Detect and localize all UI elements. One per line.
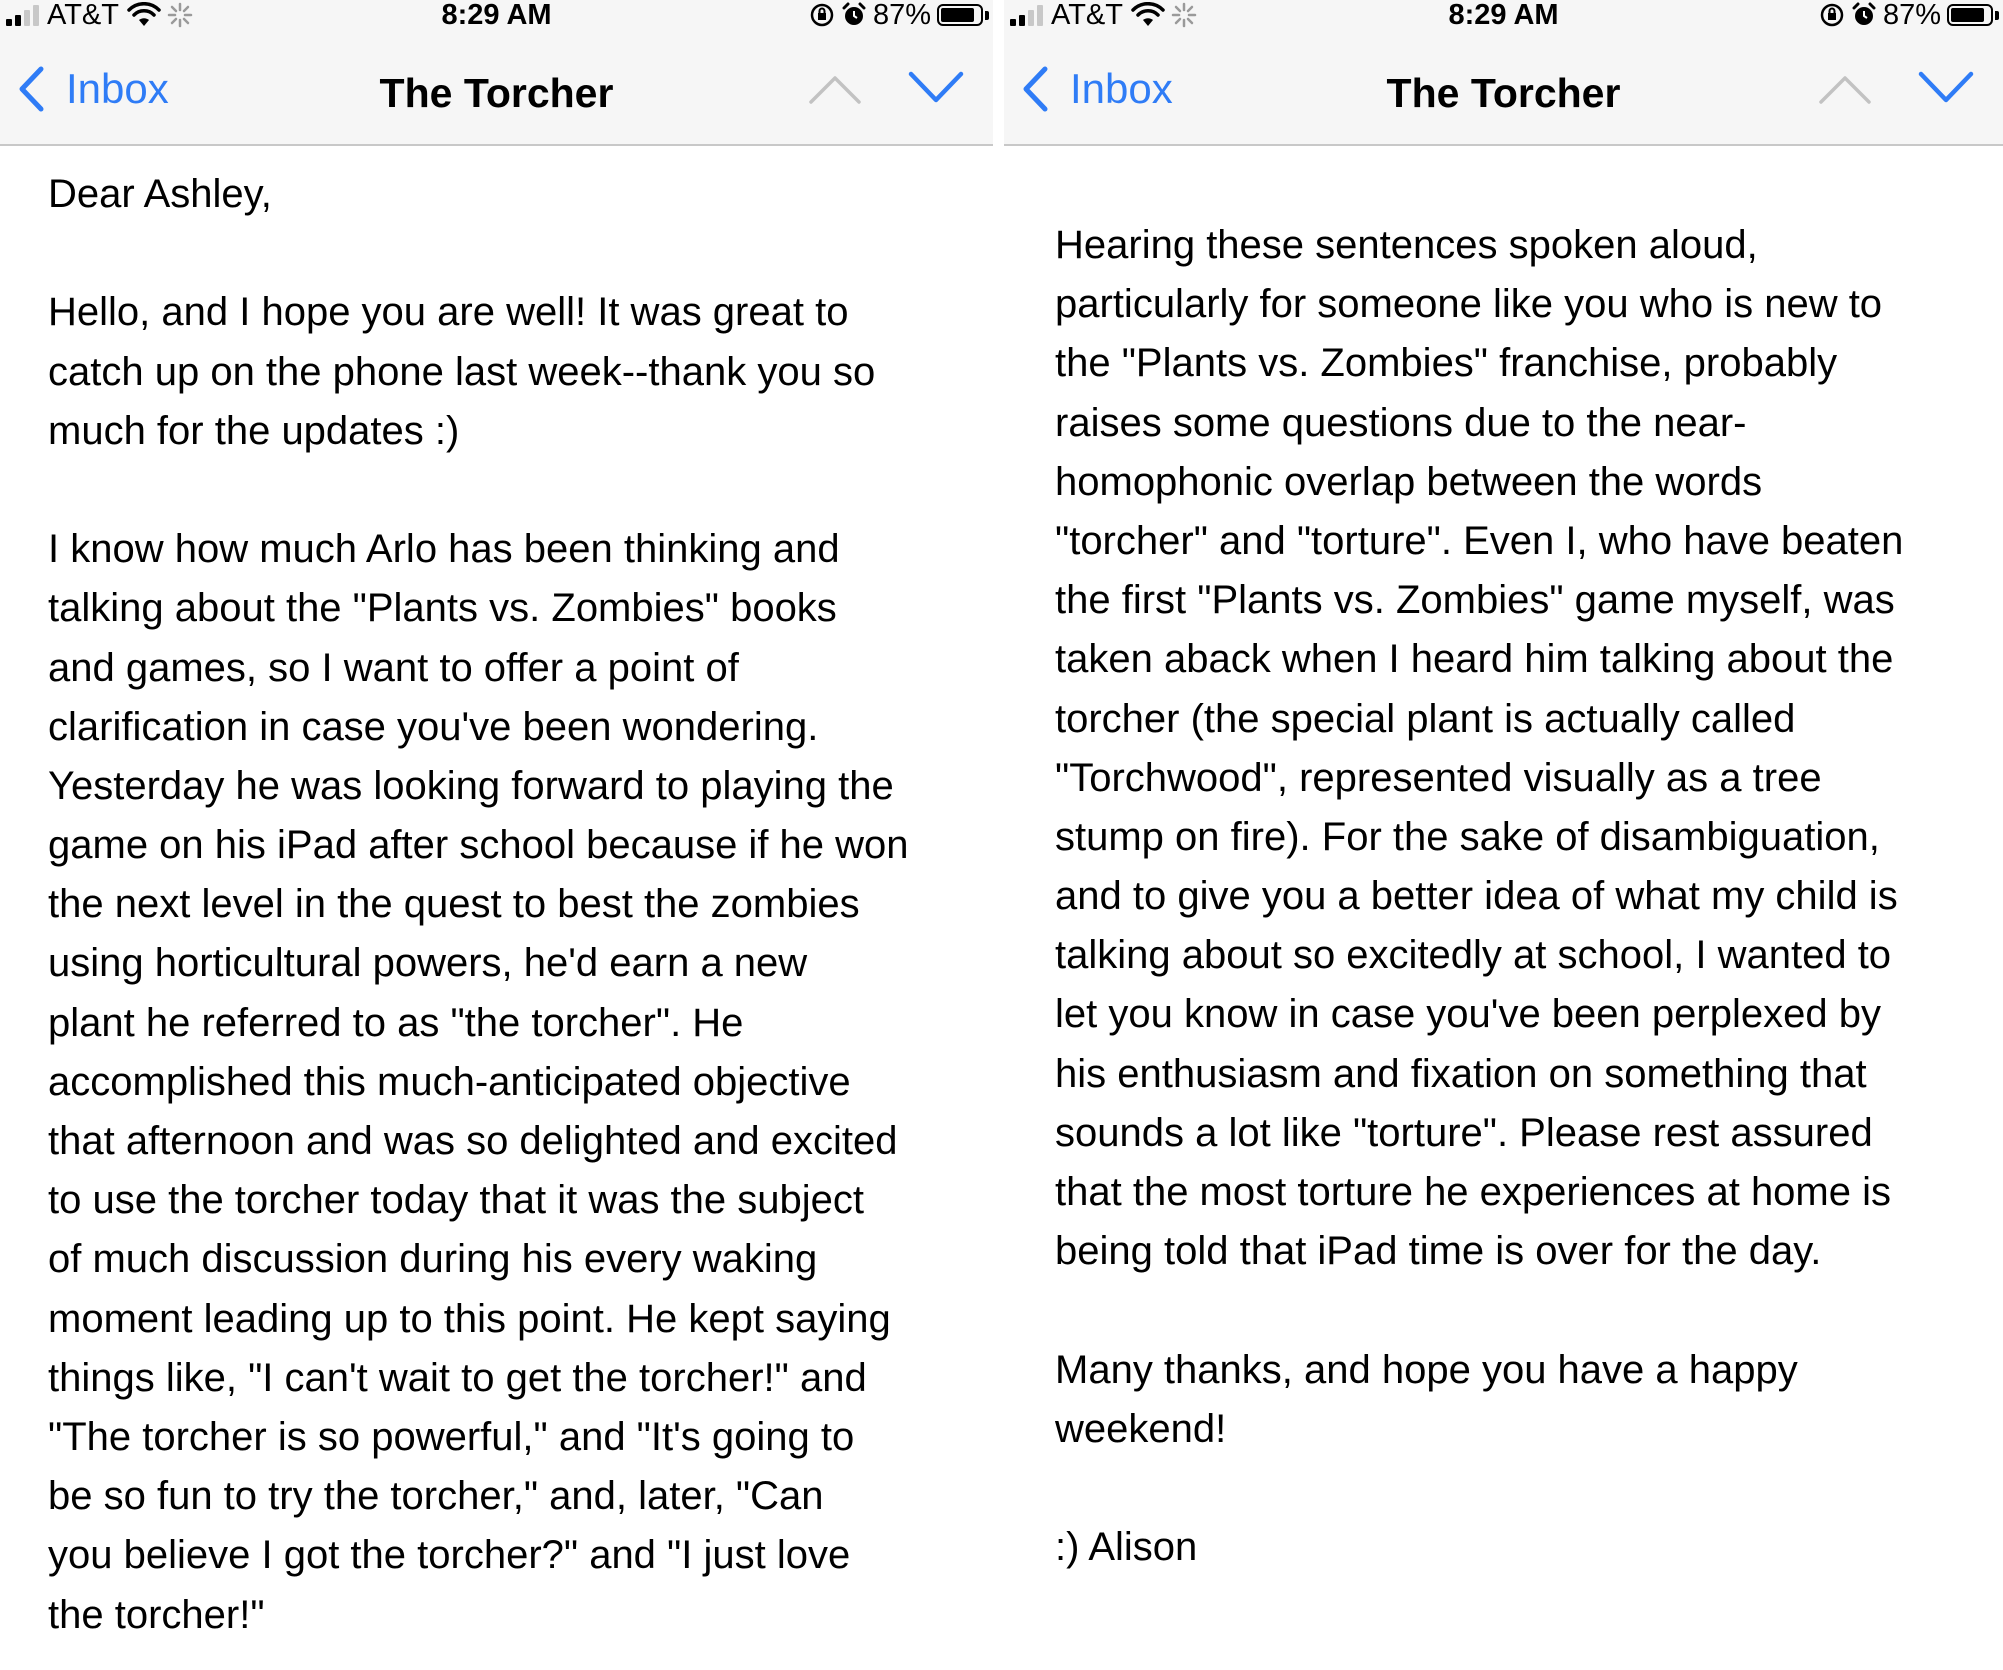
text-line: talking about the "Plants vs. Zombies" books [48,586,837,631]
text-line: let you know in case you've been perplexed by [1055,992,1881,1037]
text-line: the first "Plants vs. Zombies" game myself, was [1055,578,1895,623]
text-line: taken aback when I heard him talking about the [1055,637,1894,682]
battery-icon [937,4,989,26]
left-screen [0,0,993,1670]
chevron-down-icon[interactable] [1917,68,1975,106]
nav-title: The Torcher [379,70,614,116]
text-line: torcher (the special plant is actually called [1055,696,1796,741]
text-line: much for the updates :) [48,408,460,453]
chevron-up-icon[interactable] [807,72,863,106]
chevron-up-icon[interactable] [1817,72,1873,106]
text-line: particularly for someone like you who is new to [1055,282,1883,327]
text-line: and to give you a better idea of what my child is [1055,874,1898,919]
text-line: the "Plants vs. Zombies" franchise, probably [1055,341,1838,386]
text-line: weekend! [1055,1406,1227,1451]
text-line: Many thanks, and hope you have a happy [1055,1347,1798,1392]
chevron-down-icon[interactable] [907,68,965,106]
text-line: you believe I got the torcher?" and "I just love [48,1533,851,1578]
text-line: Hello, and I hope you are well! It was great to [48,290,849,335]
text-line: the next level in the quest to best the zombies [48,882,860,927]
rotation-lock-icon [1819,2,1845,28]
back-label: Inbox [66,65,169,112]
paragraph-1 [48,283,909,461]
paragraph-4 [1055,1341,1903,1459]
greeting: Dear Ashley, [48,172,272,216]
email-body [1055,216,1903,1577]
text-line: of much discussion during his every waking [48,1237,818,1282]
carrier-label: AT&T [47,0,119,31]
battery-percent: 87% [1882,0,1941,31]
signature: :) Alison [1055,1525,1198,1570]
screen-divider [993,0,1004,1670]
carrier-label: AT&T [1051,0,1123,31]
rotation-lock-icon [809,2,835,28]
battery-icon [1947,4,1999,26]
alarm-icon [1851,2,1877,28]
text-line: be so fun to try the torcher," and, later, "Can [48,1474,824,1519]
text-line: "torcher" and "torture". Even I, who have beaten [1055,518,1904,563]
paragraph-3 [1055,216,1903,1281]
status-bar [1004,0,2003,32]
alarm-icon [841,2,867,28]
text-line: clarification in case you've been wondering. [48,704,819,749]
text-line: things like, "I can't wait to get the torcher!" and [48,1355,867,1400]
text-line: being told that iPad time is over for the day. [1055,1229,1822,1274]
back-label: Inbox [1070,65,1173,112]
status-time: 8:29 AM [441,0,552,31]
text-line: "Torchwood", represented visually as a tree [1055,755,1822,800]
text-line: his enthusiasm and fixation on something that [1055,1051,1867,1096]
email-body [48,165,909,1645]
text-line: talking about so excitedly at school, I wanted to [1055,933,1892,978]
right-screen [1004,0,2003,1670]
text-line: using horticultural powers, he'd earn a new [48,941,808,986]
status-bar [0,0,993,32]
status-time: 8:29 AM [1448,0,1559,31]
text-line: homophonic overlap between the words [1055,459,1763,504]
text-line: I know how much Arlo has been thinking and [48,527,840,572]
text-line: moment leading up to this point. He kept saying [48,1296,891,1341]
text-line: the torcher!" [48,1592,265,1637]
text-line: "The torcher is so powerful," and "It's going to [48,1414,855,1459]
text-line: Hearing these sentences spoken aloud, [1055,223,1758,267]
battery-percent: 87% [872,0,931,31]
text-line: that the most torture he experiences at home is [1055,1170,1891,1214]
nav-title: The Torcher [1386,70,1621,116]
nav-bar [0,32,993,146]
text-line: to use the torcher today that it was the subject [48,1178,865,1223]
text-line: that afternoon and was so delighted and excited [48,1119,898,1163]
text-line: catch up on the phone last week--thank you so [48,349,876,394]
text-line: and games, so I want to offer a point of [48,645,739,690]
text-line: plant he referred to as "the torcher". He [48,1000,744,1045]
text-line: sounds a lot like "torture". Please rest assured [1055,1110,1873,1155]
text-line: stump on fire). For the sake of disambiguation, [1055,814,1880,859]
text-line: Yesterday he was looking forward to playing the [48,763,894,808]
text-line: raises some questions due to the near- [1055,400,1747,445]
text-line: game on his iPad after school because if he won [48,823,909,868]
text-line: accomplished this much-anticipated objective [48,1059,851,1104]
paragraph-2 [48,520,909,1645]
nav-bar [1004,32,2003,146]
